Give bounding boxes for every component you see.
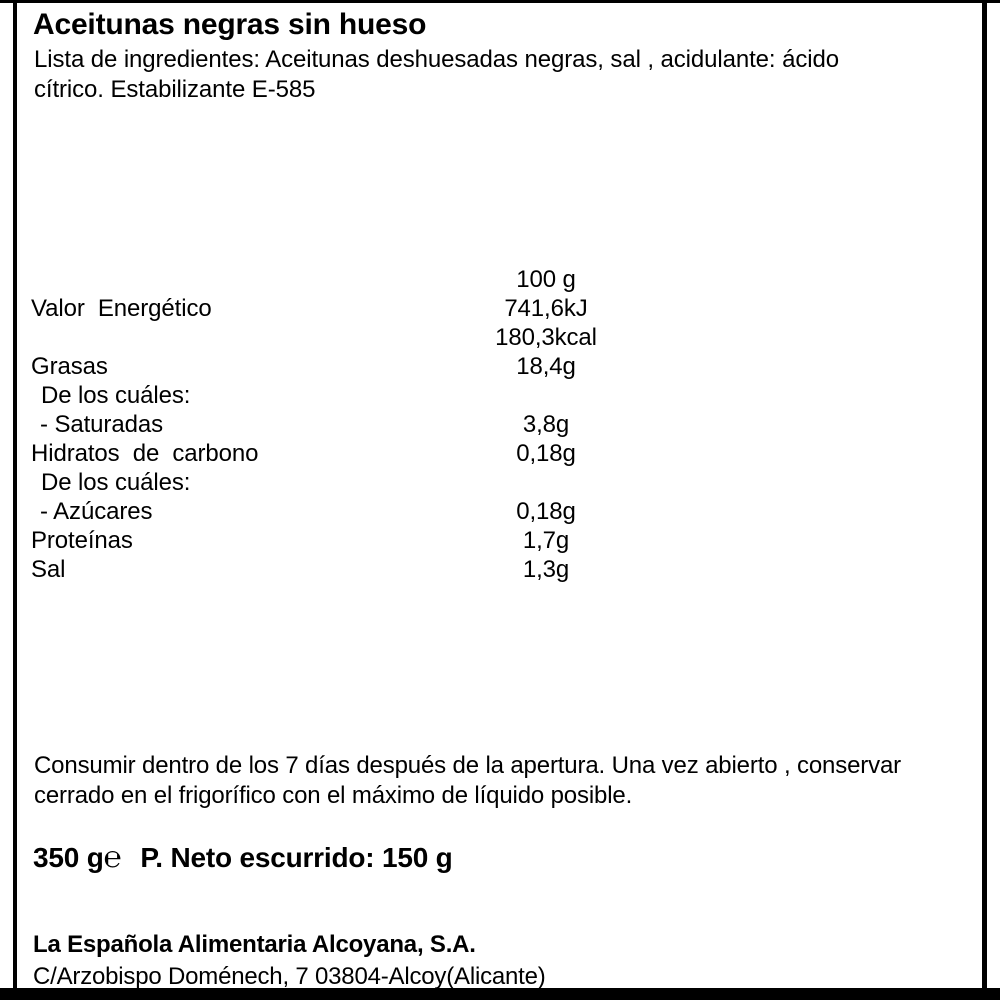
ingredients-line-1: Lista de ingredientes: Aceitunas deshuesadas negras, sal , acidulante: ácido <box>34 46 839 73</box>
row-value-energy-kcal: 180,3kcal <box>495 324 597 351</box>
row-label-fat-of-which: De los cuáles: <box>41 382 191 409</box>
row-label-salt: Sal <box>31 556 66 583</box>
table-row <box>31 497 651 526</box>
drained-weight-value: 150 g <box>381 842 453 873</box>
table-row <box>31 526 651 555</box>
right-border <box>982 3 987 988</box>
table-row <box>31 410 651 439</box>
table-row <box>31 352 651 381</box>
nutrition-table <box>31 265 651 584</box>
ingredients-list <box>34 45 964 105</box>
row-value-carbohydrates: 0,18g <box>516 440 576 467</box>
row-label-energy: Valor Energético <box>31 295 212 322</box>
label-content <box>17 3 982 988</box>
ingredients-line-2: cítrico. Estabilizante E-585 <box>34 76 316 103</box>
row-value-saturates: 3,8g <box>522 411 570 438</box>
table-row <box>31 555 651 584</box>
manufacturer-address: C/Arzobispo Doménech, 7 03804-Alcoy(Alicante) <box>33 963 546 990</box>
table-row <box>31 439 651 468</box>
row-label-protein: Proteínas <box>31 527 133 554</box>
table-row <box>31 468 651 497</box>
row-value-protein: 1,7g <box>522 527 570 554</box>
table-row <box>31 294 651 323</box>
storage-line-2: cerrado en el frigorífico con el máximo de líquido posible. <box>34 782 633 809</box>
gross-weight: 350 g <box>33 842 104 873</box>
row-value-fat: 18,4g <box>516 353 576 380</box>
manufacturer-name: La Española Alimentaria Alcoyana, S.A. <box>33 931 476 958</box>
row-label-carbohydrates: Hidratos de carbono <box>31 440 259 467</box>
drained-weight-label: P. Neto escurrido: <box>140 842 375 873</box>
storage-instructions <box>34 751 974 811</box>
table-row <box>31 323 651 352</box>
row-value-energy-kj: 741,6kJ <box>504 295 588 322</box>
row-value-sugars: 0,18g <box>516 498 576 525</box>
product-title: Aceitunas negras sin hueso <box>33 8 427 41</box>
row-label-sugars: - Azúcares <box>40 498 153 525</box>
storage-line-1: Consumir dentro de los 7 días después de la apertura. Una vez abierto , conservar <box>34 752 902 779</box>
row-value-salt: 1,3g <box>522 556 570 583</box>
serving-size-header: 100 g <box>516 266 576 293</box>
row-label-fat: Grasas <box>31 353 108 380</box>
row-label-carbs-of-which: De los cuáles: <box>41 469 191 496</box>
nutrition-header-row <box>31 265 651 294</box>
row-label-saturates: - Saturadas <box>40 411 163 438</box>
net-weight-line <box>33 841 453 875</box>
estimated-sign-icon: ℮ <box>103 841 122 874</box>
table-row <box>31 381 651 410</box>
